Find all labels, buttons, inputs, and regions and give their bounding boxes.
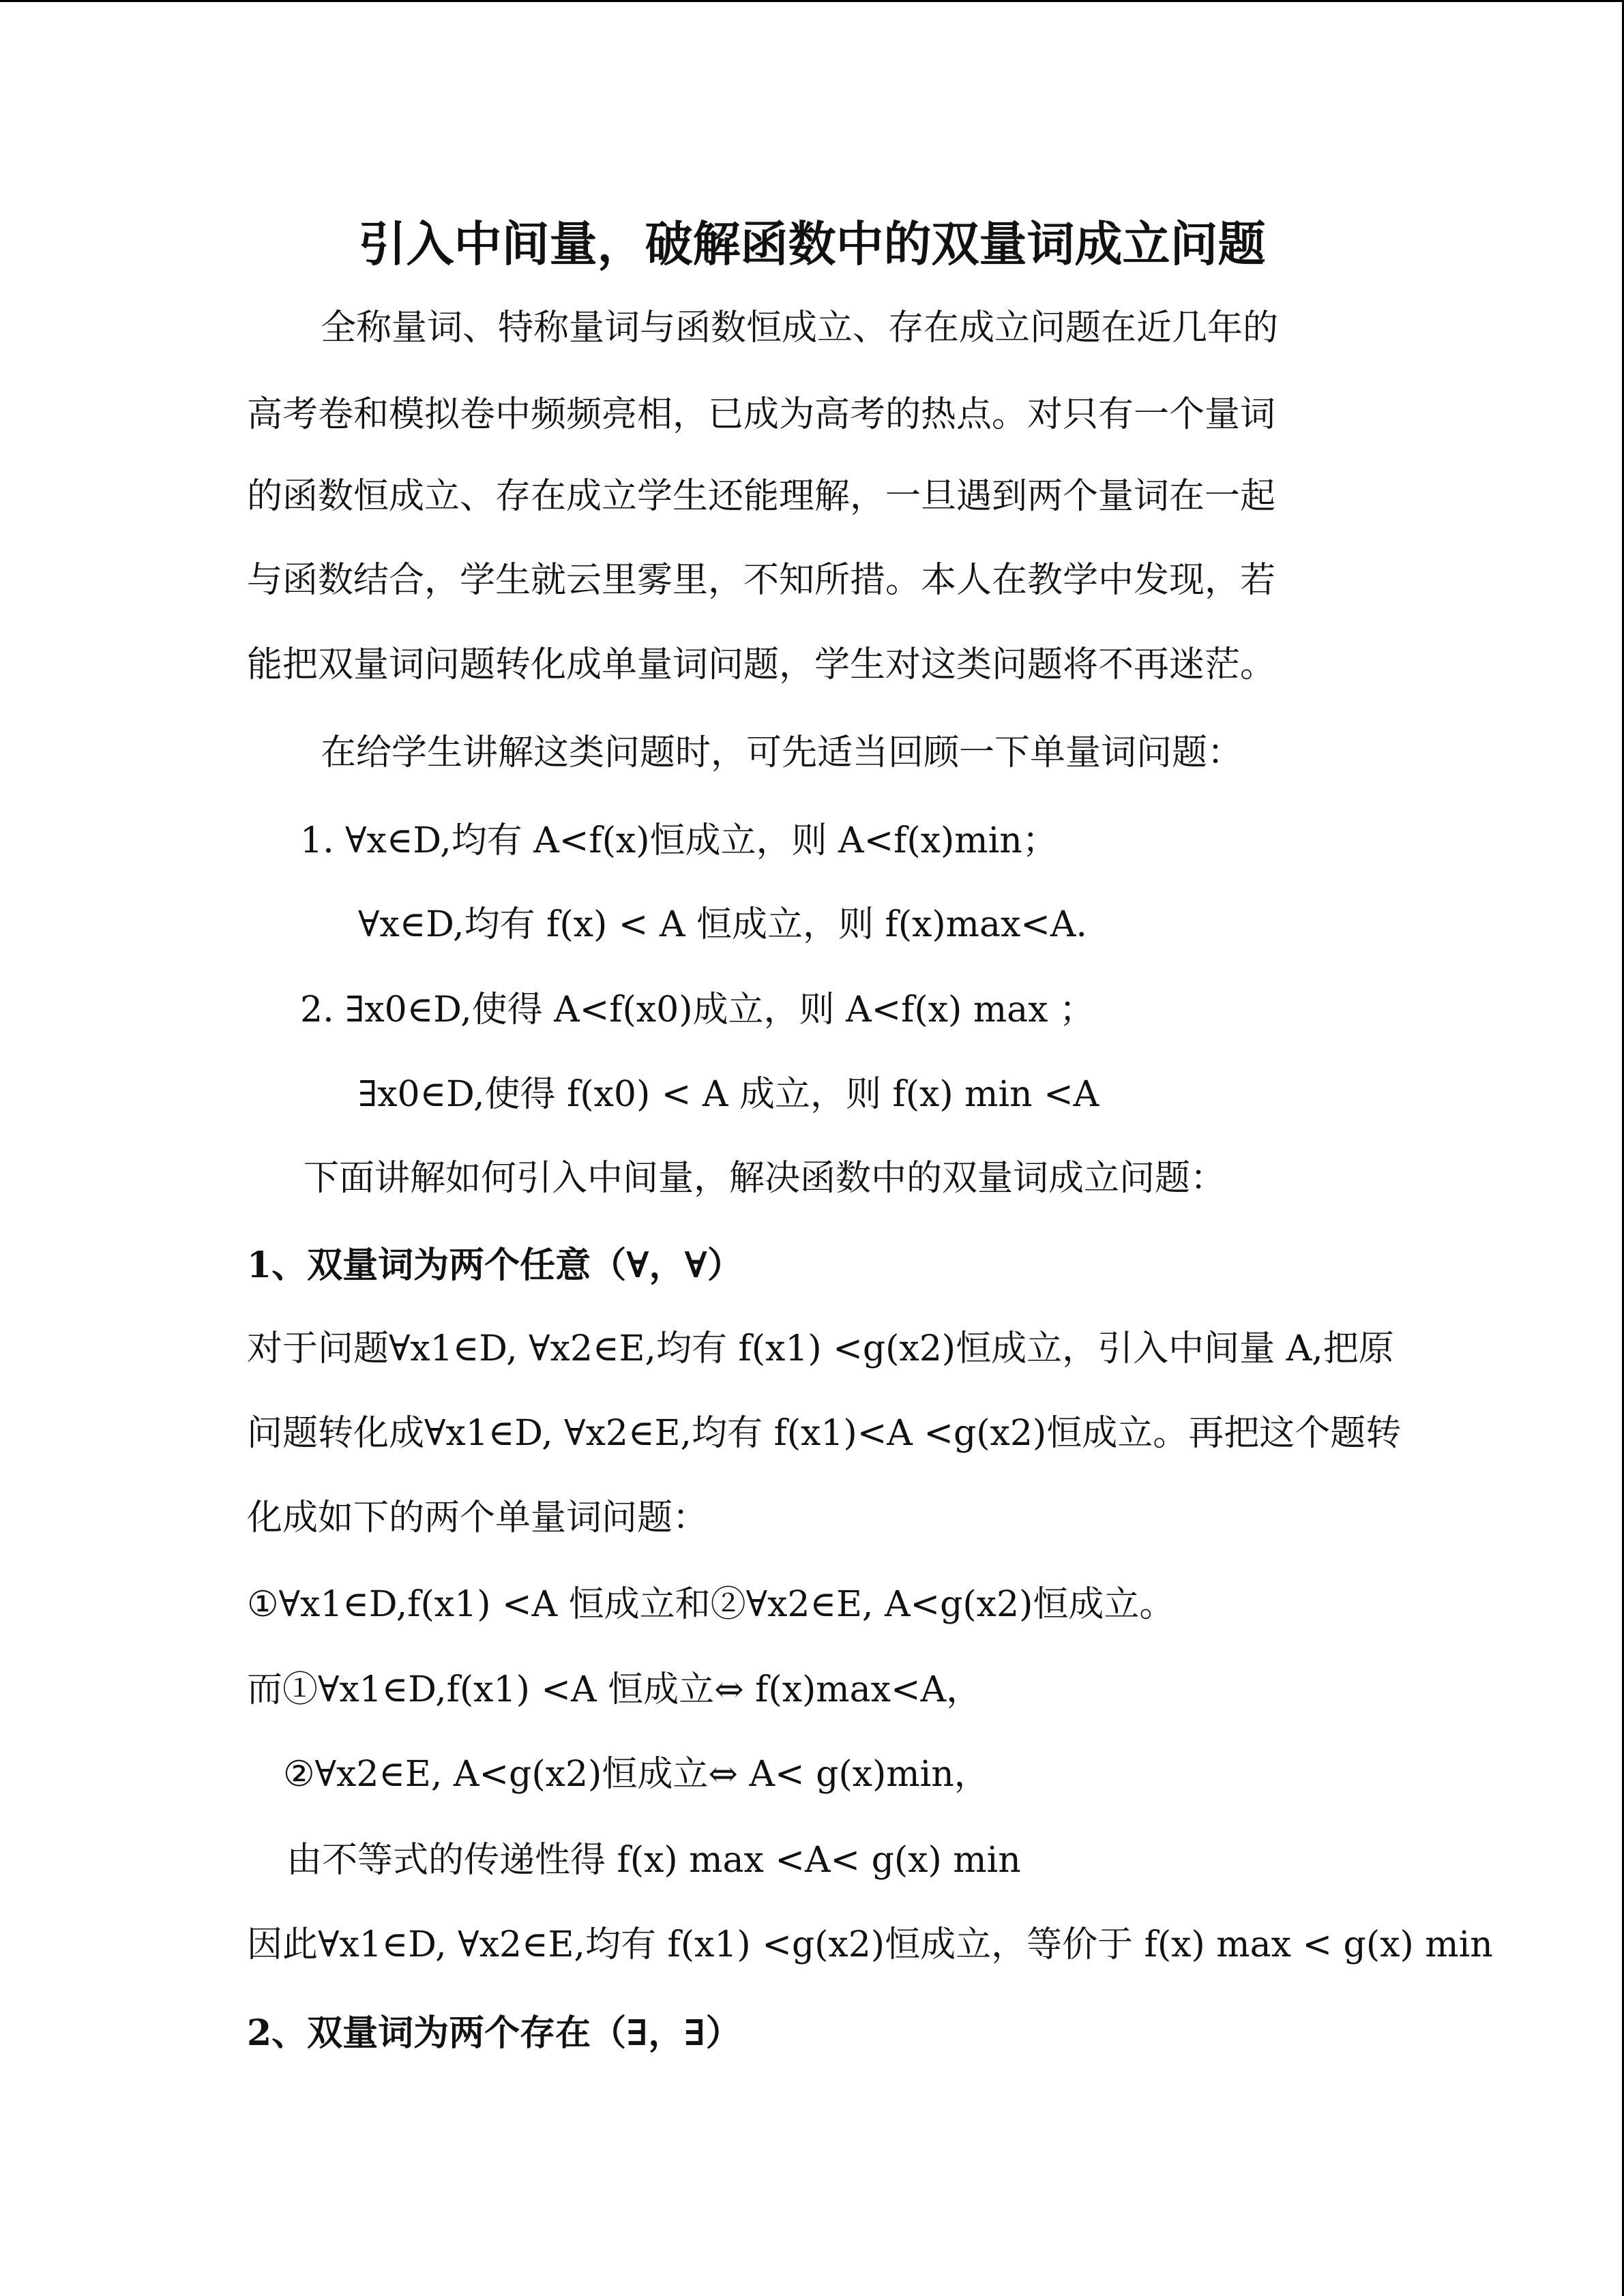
rule-2a: 2. ∃x0∈D,使得 A<f(x0)成立，则 A<f(x) max ； — [300, 989, 1095, 1030]
rule-2b: ∃x0∈D,使得 f(x0) < A 成立，则 f(x) min <A — [358, 1074, 1099, 1115]
section-heading-2: 2、双量词为两个存在（∃，∃） — [247, 2012, 741, 2054]
paragraph-2: 在给学生讲解这类问题时，可先适当回顾一下单量词问题： — [321, 732, 1243, 773]
section-1-line-5: 而①∀x1∈D,f(x1) <A 恒成立⇔ f(x)max<A， — [247, 1669, 982, 1710]
paragraph-1-line-5: 能把双量词问题转化成单量词问题，学生对这类问题将不再迷茫。 — [247, 644, 1276, 685]
transition-paragraph: 下面讲解如何引入中间量，解决函数中的双量词成立问题： — [304, 1158, 1226, 1199]
section-1-line-4: ①∀x1∈D,f(x1) <A 恒成立和②∀x2∈E, A<g(x2)恒成立。 — [247, 1584, 1175, 1625]
page-title: 引入中间量，破解函数中的双量词成立问题 — [358, 216, 1266, 272]
paragraph-1-line-1: 全称量词、特称量词与函数恒成立、存在成立问题在近几年的 — [321, 308, 1279, 348]
section-1-line-6: ②∀x2∈E, A<g(x2)恒成立⇔ A< g(x)min， — [283, 1754, 990, 1795]
rule-1a: 1. ∀x∈D,均有 A<f(x)恒成立，则 A<f(x)min； — [300, 820, 1058, 861]
paragraph-1-line-3: 的函数恒成立、存在成立学生还能理解，一旦遇到两个量词在一起 — [247, 476, 1276, 517]
section-1-line-2: 问题转化成∀x1∈D, ∀x2∈E,均有 f(x1)<A <g(x2)恒成立。再把这个题转 — [247, 1413, 1402, 1454]
section-1-conclusion: 因此∀x1∈D, ∀x2∈E,均有 f(x1) <g(x2)恒成立，等价于 f(x) max < g(x) min — [247, 1924, 1493, 1965]
paragraph-1-line-2: 高考卷和模拟卷中频频亮相，已成为高考的热点。对只有一个量词 — [247, 394, 1276, 435]
paragraph-1-line-4: 与函数结合，学生就云里雾里，不知所措。本人在教学中发现，若 — [247, 560, 1276, 601]
section-1-line-7: 由不等式的传递性得 f(x) max <A< g(x) min — [286, 1840, 1021, 1881]
section-heading-1: 1、双量词为两个任意（∀，∀） — [247, 1244, 743, 1286]
section-1-line-3: 化成如下的两个单量词问题： — [247, 1497, 709, 1538]
section-1-line-1: 对于问题∀x1∈D, ∀x2∈E,均有 f(x1) <g(x2)恒成立，引入中间量 A,把原 — [247, 1328, 1394, 1369]
rule-1b: ∀x∈D,均有 f(x) < A 恒成立，则 f(x)max<A. — [358, 904, 1087, 945]
